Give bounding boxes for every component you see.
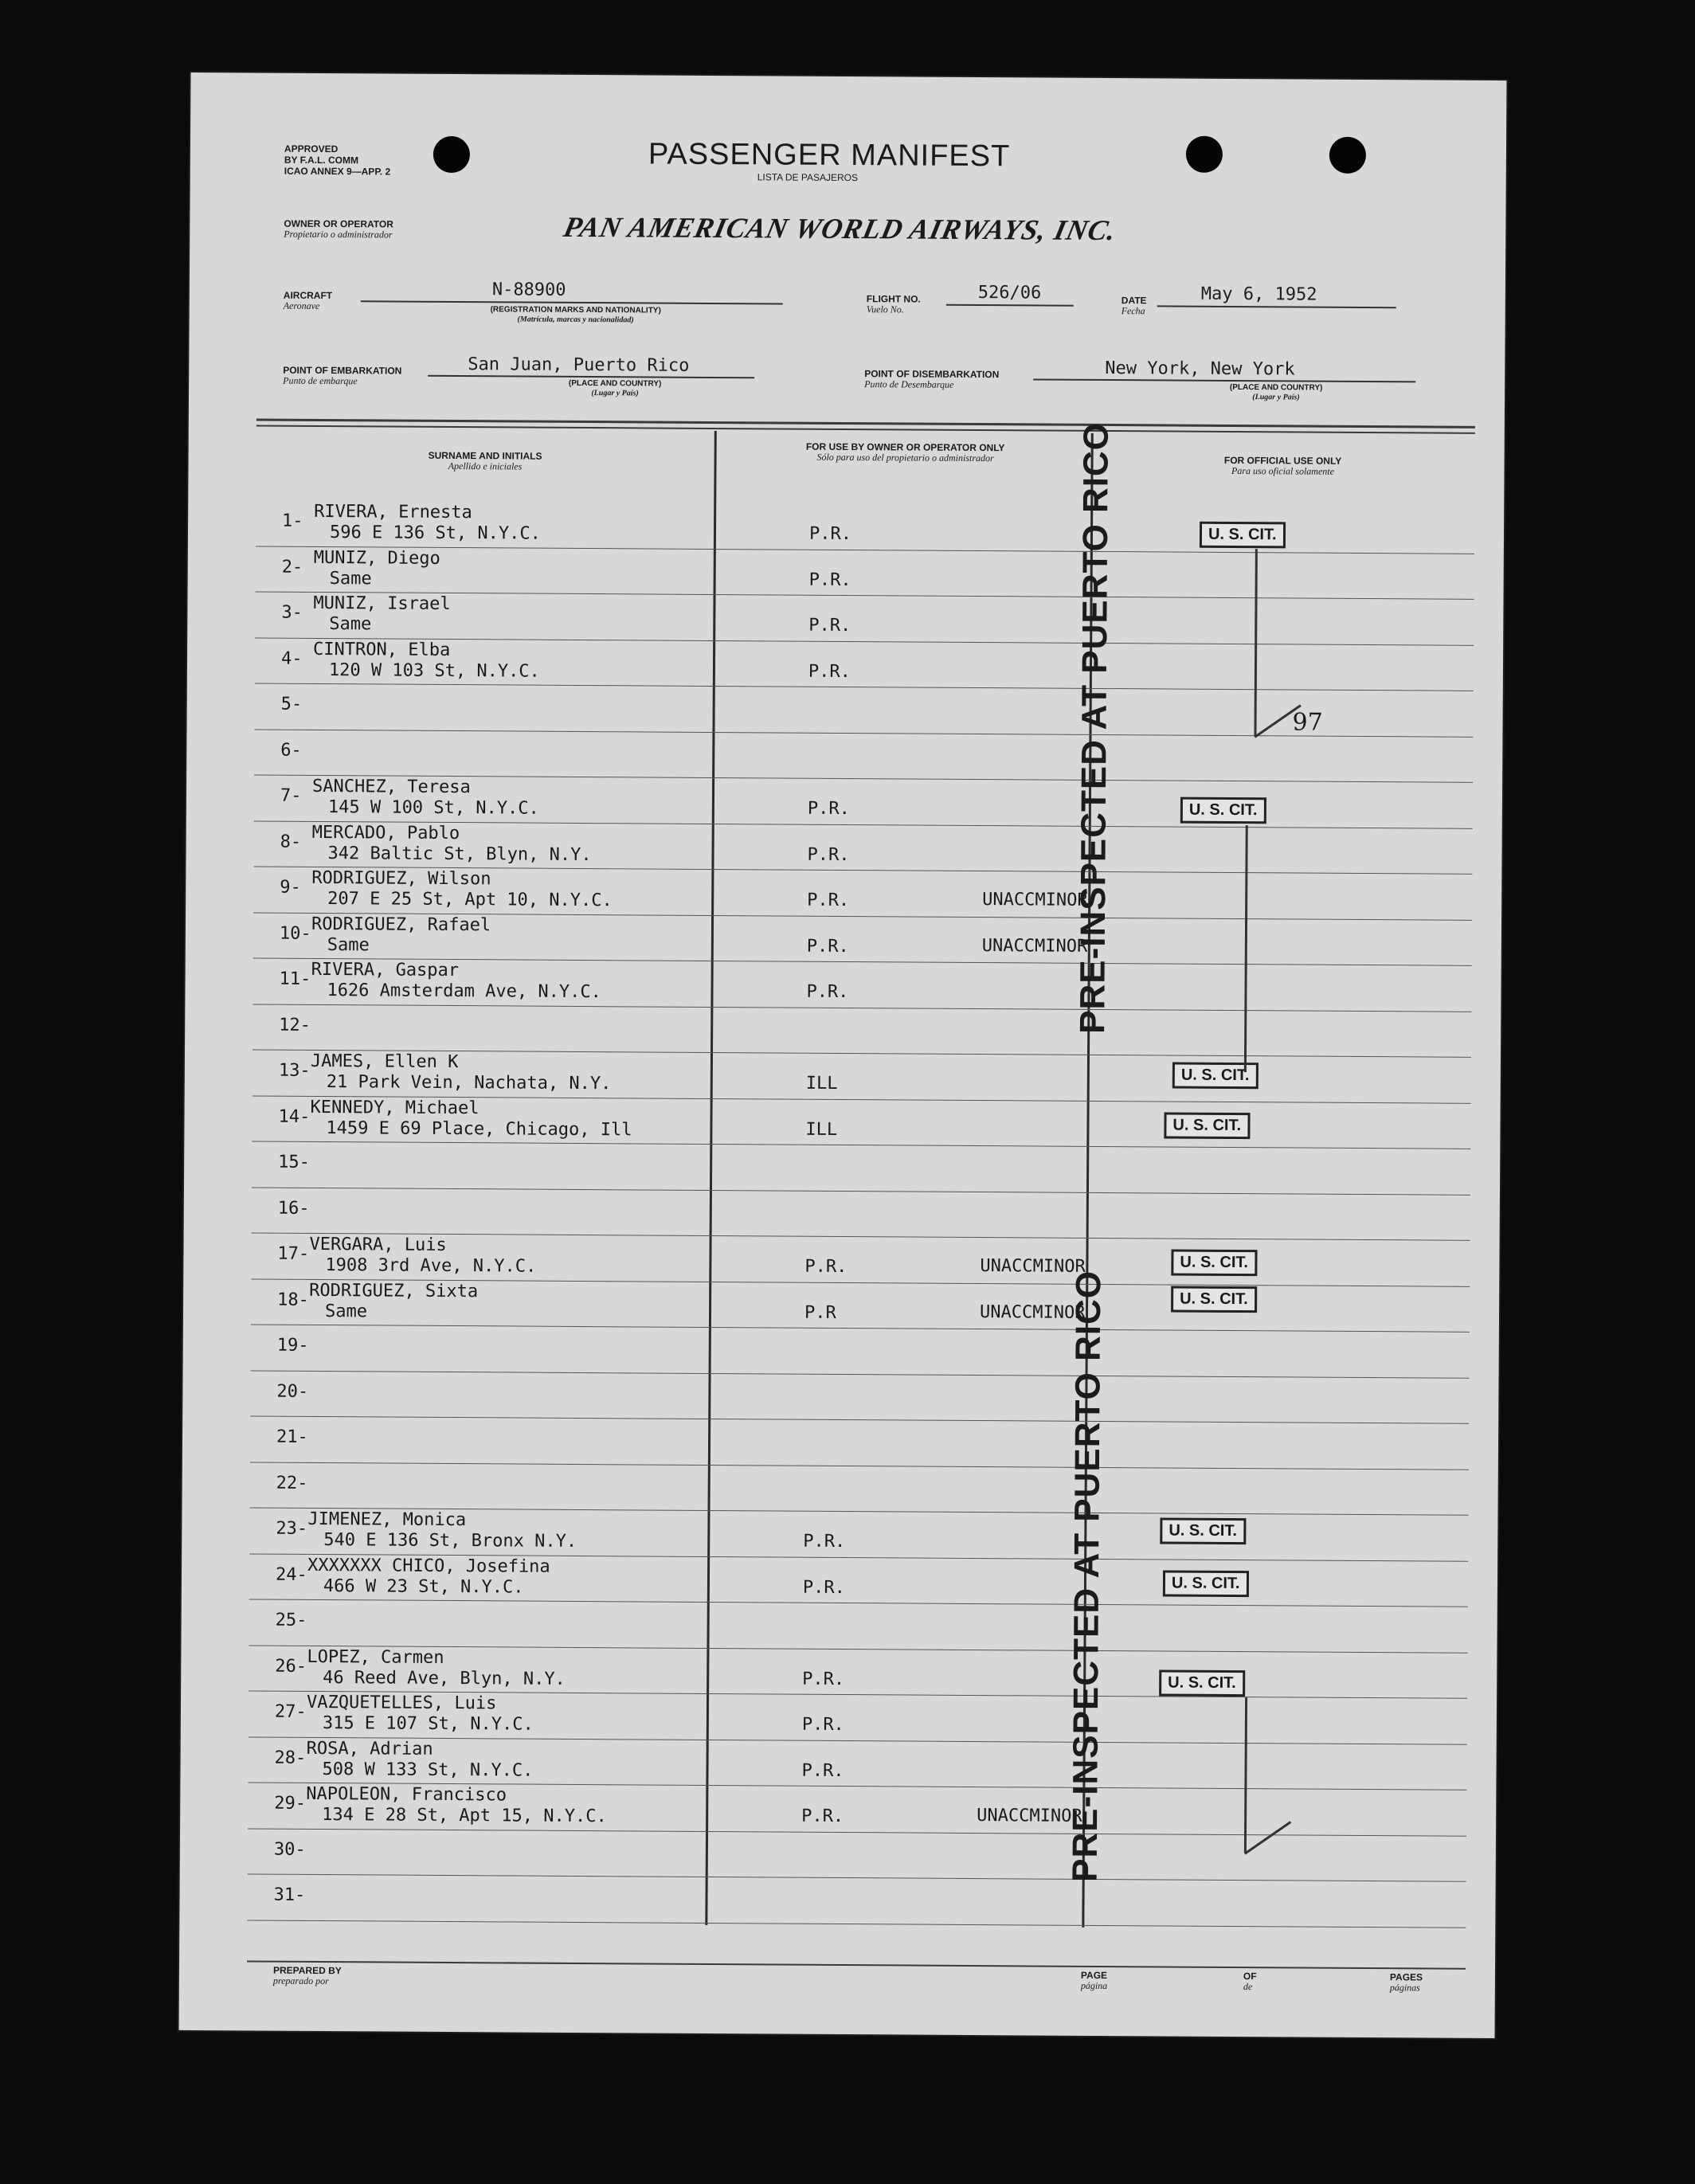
embark-underline — [428, 375, 754, 379]
passenger-origin: P.R. — [807, 798, 850, 820]
punch-hole — [433, 136, 470, 173]
passenger-name: LOPEZ, Carmen — [307, 1646, 444, 1668]
passenger-origin: P.R. — [803, 1531, 846, 1552]
disembark-label: POINT OF DISEMBARKATION Punto de Desembarque — [864, 368, 1000, 390]
manifest-page — [179, 72, 1507, 2038]
checkmark-line — [1254, 549, 1257, 736]
disembark-caption: (PLACE AND COUNTRY) (Lugar y País) — [1229, 382, 1323, 402]
checkmark-line — [1244, 1697, 1247, 1853]
row-number: 2- — [281, 557, 303, 577]
passenger-origin: P.R. — [806, 981, 849, 1003]
passenger-address: 207 E 25 St, Apt 10, N.Y.C. — [327, 889, 613, 911]
row-number: 22- — [276, 1473, 308, 1493]
row-number: 29- — [274, 1793, 307, 1814]
row-divider — [248, 1828, 1466, 1836]
passenger-name: VERGARA, Luis — [309, 1234, 447, 1255]
citizen-stamp: U. S. CIT. — [1200, 522, 1286, 549]
passenger-address: 596 E 136 St, N.Y.C. — [329, 523, 541, 544]
date-label: DATE Fecha — [1121, 295, 1147, 317]
preinspected-stamp: PRE-INSPECTED AT PUERTO RICO — [1065, 1270, 1109, 1883]
row-divider — [250, 1462, 1469, 1470]
aircraft-label: AIRCRAFT Aeronave — [283, 289, 333, 311]
passenger-name: MUNIZ, Diego — [313, 547, 440, 569]
passenger-note: UNACCMINOR — [977, 1806, 1082, 1826]
passenger-origin: P.R. — [801, 1714, 844, 1736]
page-label: PAGE página — [1080, 1969, 1108, 1992]
passenger-note: UNACCMINOR — [981, 935, 1088, 957]
column-header-owner: FOR USE BY OWNER OR OPERATOR ONLY Sólo para uso del propietario o administrador — [805, 440, 1005, 464]
passenger-address: 120 W 103 St, N.Y.C. — [328, 660, 540, 682]
row-number: 25- — [275, 1610, 307, 1630]
column-header-name: SURNAME AND INITIALS Apellido e iniciales — [428, 449, 542, 472]
column-divider — [705, 431, 716, 1925]
passenger-address: Same — [329, 614, 372, 635]
passenger-address: Same — [329, 568, 372, 589]
flight-value: 526/06 — [977, 283, 1042, 303]
row-divider — [248, 1873, 1466, 1881]
punch-hole — [1329, 137, 1366, 174]
embark-value: San Juan, Puerto Rico — [468, 354, 690, 376]
aircraft-caption: (REGISTRATION MARKS AND NATIONALITY) (Matrícula, marcas y nacionalidad) — [490, 305, 661, 325]
row-number: 3- — [281, 602, 303, 623]
row-number: 27- — [274, 1701, 307, 1722]
passenger-origin: P.R. — [807, 844, 850, 865]
passenger-name: JAMES, Ellen K — [310, 1051, 459, 1073]
passenger-name: JIMENEZ, Monica — [307, 1509, 467, 1531]
row-number: 28- — [274, 1748, 307, 1768]
embark-label: POINT OF EMBARKATION Punto de embarque — [283, 364, 402, 387]
punch-hole — [1186, 136, 1223, 173]
passenger-origin: P.R. — [804, 1256, 848, 1278]
handwritten-count: 97 — [1292, 708, 1323, 737]
row-number: 31- — [273, 1885, 306, 1905]
citizen-stamp: U. S. CIT. — [1160, 1517, 1246, 1544]
row-divider — [254, 729, 1473, 737]
page-subtitle: LISTA DE PASAJEROS — [757, 171, 859, 184]
passenger-name: CINTRON, Elba — [313, 639, 451, 660]
row-number: 14- — [278, 1106, 311, 1127]
citizen-stamp: U. S. CIT. — [1163, 1570, 1249, 1597]
date-underline — [1157, 305, 1396, 308]
citizen-stamp: U. S. CIT. — [1171, 1286, 1257, 1313]
page-title: PASSENGER MANIFEST — [648, 137, 1011, 174]
row-divider — [252, 1187, 1470, 1195]
flight-underline — [946, 304, 1074, 307]
passenger-name: NAPOLEON, Francisco — [306, 1783, 507, 1806]
row-number: 8- — [280, 832, 302, 852]
row-number: 9- — [280, 877, 301, 898]
row-number: 5- — [280, 694, 303, 714]
passenger-address: 145 W 100 St, N.Y.C. — [327, 797, 539, 819]
row-divider — [252, 1004, 1471, 1012]
date-value: May 6, 1952 — [1200, 284, 1317, 305]
passenger-address: Same — [327, 934, 370, 955]
passenger-address: 1626 Amsterdam Ave, N.Y.C. — [327, 980, 601, 1003]
passenger-address: 466 W 23 St, N.Y.C. — [323, 1575, 524, 1598]
row-number: 16- — [277, 1198, 310, 1219]
passenger-origin: P.R. — [801, 1760, 844, 1781]
passenger-name: RODRIGUEZ, Rafael — [311, 914, 491, 935]
flight-label: FLIGHT NO. Vuelo No. — [866, 293, 921, 315]
row-number: 20- — [276, 1381, 309, 1402]
passenger-name: RODRIGUEZ, Sixta — [309, 1280, 479, 1301]
prepared-by-label: PREPARED BY preparado por — [272, 1964, 342, 1987]
row-number: 15- — [278, 1152, 310, 1172]
row-divider — [255, 683, 1474, 691]
passenger-origin: P.R. — [802, 1577, 845, 1598]
citizen-stamp: U. S. CIT. — [1159, 1669, 1245, 1697]
passenger-origin: ILL — [805, 1073, 838, 1094]
passenger-origin: P.R. — [808, 661, 851, 682]
pages-label: PAGES páginas — [1389, 1971, 1423, 1994]
passenger-origin: P.R. — [802, 1669, 845, 1689]
aircraft-underline — [361, 300, 783, 304]
passenger-name: ROSA, Adrian — [306, 1738, 433, 1759]
owner-label: OWNER OR OPERATOR Propietario o administrador — [284, 217, 393, 241]
row-number: 6- — [280, 740, 302, 761]
column-header-official: FOR OFFICIAL USE ONLY Para uso oficial solamente — [1223, 454, 1342, 477]
citizen-stamp: U. S. CIT. — [1164, 1112, 1250, 1139]
row-divider — [247, 1920, 1466, 1928]
preinspected-stamp: PRE-INSPECTED AT PUERTO RICO — [1073, 421, 1116, 1035]
passenger-address: 508 W 133 St, N.Y.C. — [322, 1759, 534, 1781]
row-number: 23- — [276, 1518, 308, 1539]
citizen-stamp: U. S. CIT. — [1172, 1063, 1259, 1090]
of-label: OF de — [1243, 1971, 1257, 1993]
checkmark-line — [1244, 825, 1248, 1072]
row-divider — [252, 1141, 1470, 1149]
passenger-address: Same — [324, 1301, 368, 1321]
passenger-address: 540 E 136 St, Bronx N.Y. — [323, 1530, 577, 1552]
citizen-stamp: U. S. CIT. — [1171, 1250, 1257, 1277]
passenger-address: 134 E 28 St, Apt 15, N.Y.C. — [322, 1805, 607, 1827]
row-number: 30- — [273, 1839, 306, 1860]
aircraft-value: N-88900 — [491, 280, 566, 300]
passenger-address: 1908 3rd Ave, N.Y.C. — [325, 1255, 537, 1277]
passenger-name: RIVERA, Ernesta — [314, 501, 472, 523]
passenger-name: MUNIZ, Israel — [313, 593, 451, 614]
row-divider — [249, 1599, 1468, 1607]
approval-note: APPROVED BY F.A.L. COMM ICAO ANNEX 9—APP. 2 — [284, 143, 391, 178]
passenger-address: 315 E 107 St, N.Y.C. — [322, 1713, 534, 1735]
passenger-name: MERCADO, Pablo — [311, 822, 460, 843]
row-number: 11- — [279, 969, 311, 989]
passenger-name: RIVERA, Gaspar — [311, 959, 460, 981]
passenger-origin: P.R. — [808, 523, 852, 545]
passenger-origin: P.R — [804, 1302, 836, 1323]
passenger-name: SANCHEZ, Teresa — [311, 776, 471, 798]
row-number: 10- — [279, 923, 311, 944]
row-divider — [251, 1370, 1470, 1378]
row-number: 21- — [276, 1427, 308, 1447]
row-number: 13- — [278, 1060, 311, 1081]
operator-name: PAN AMERICAN WORLD AIRWAYS, INC. — [560, 210, 1120, 247]
passenger-note: UNACCMINOR — [979, 1301, 1086, 1323]
passenger-name: KENNEDY, Michael — [310, 1097, 480, 1118]
row-number: 26- — [275, 1656, 307, 1677]
passenger-address: 1459 E 69 Place, Chicago, Ill — [326, 1117, 632, 1140]
passenger-address: 46 Reed Ave, Blyn, N.Y. — [323, 1667, 566, 1689]
row-number: 7- — [280, 785, 302, 806]
passenger-note: UNACCMINOR — [980, 1256, 1086, 1277]
disembark-value: New York, New York — [1105, 358, 1295, 380]
disembark-underline — [1033, 378, 1415, 382]
passenger-origin: P.R. — [808, 569, 851, 590]
passenger-origin: ILL — [805, 1119, 838, 1140]
passenger-address: 342 Baltic St, Blyn, N.Y. — [327, 843, 592, 865]
passenger-origin: P.R. — [806, 936, 849, 957]
footer-rule — [247, 1960, 1466, 1969]
row-number: 17- — [277, 1243, 310, 1264]
passenger-address: 21 Park Vein, Nachata, N.Y. — [326, 1072, 612, 1094]
row-number: 4- — [280, 648, 303, 669]
row-divider — [251, 1324, 1470, 1332]
row-number: 1- — [282, 511, 303, 531]
passenger-name: VAZQUETELLES, Luis — [306, 1692, 497, 1714]
citizen-stamp: U. S. CIT. — [1180, 797, 1266, 824]
embark-caption: (PLACE AND COUNTRY) (Lugar y País) — [568, 378, 662, 398]
checkmark-line — [1244, 1821, 1291, 1854]
row-divider — [250, 1415, 1469, 1423]
passenger-origin: P.R. — [807, 890, 850, 911]
row-number: 19- — [276, 1335, 309, 1356]
passenger-name: RODRIGUEZ, Wilson — [311, 867, 491, 890]
row-number: 18- — [277, 1290, 309, 1310]
passenger-name: XXXXXXX CHICO, Josefina — [307, 1555, 550, 1577]
passenger-note: UNACCMINOR — [982, 890, 1088, 910]
passenger-origin: P.R. — [801, 1806, 844, 1827]
row-number: 12- — [279, 1015, 311, 1035]
row-number: 24- — [275, 1564, 307, 1585]
passenger-origin: P.R. — [808, 615, 851, 636]
